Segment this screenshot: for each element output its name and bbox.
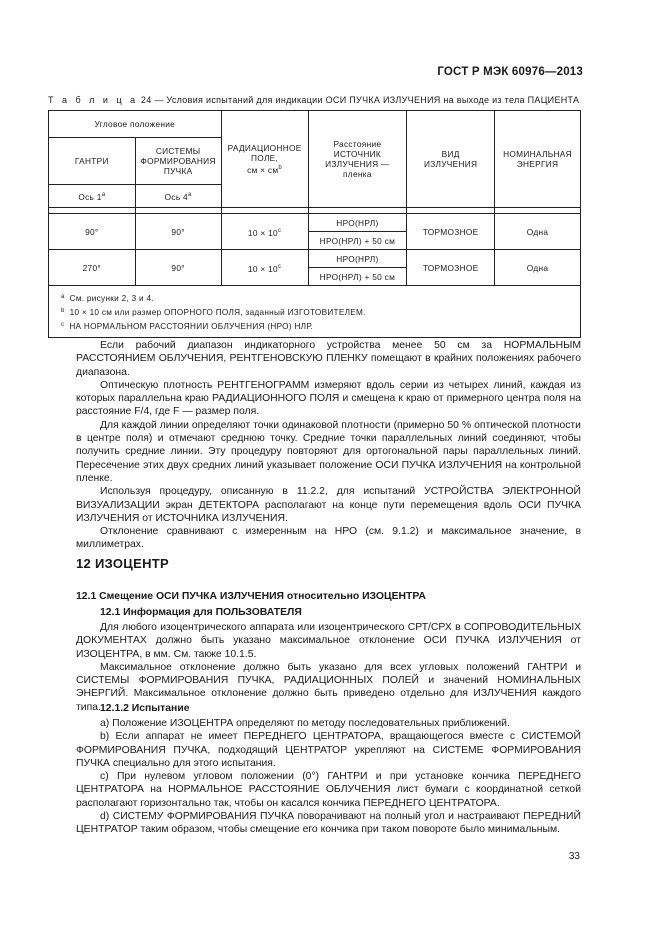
table-row xyxy=(49,250,581,268)
paragraph: Максимальное отклонение должно быть указано для всех угловых положений ГАНТРИ и СИСТЕМЫ ФОРМИРОВАНИЯ ПУЧКА, РАДИАЦИОННЫХ ПОЛЕЙ и значений НОМИНАЛЬНЫХ ЭНЕРГИЙ. Максимальное отклонение должно быть приведено отдельно для ИЗЛУЧЕНИЯ каждого типа. xyxy=(76,661,581,713)
subsection-12-1-2-title: 12.1.2 Испытание xyxy=(100,703,190,714)
table-note: $^b$ 10 × 10 см или размер ОПОРНОГО ПОЛЯ, заданный ИЗГОТОВИТЕЛЕМ. xyxy=(61,308,366,317)
cell-distance: НРО(НРЛ) xyxy=(308,214,407,232)
body-text-block-1 xyxy=(76,339,581,552)
body-text-block-3 xyxy=(76,717,581,837)
paragraph: Используя процедуру, описанную в 11.2.2, для испытаний УСТРОЙСТВА ЭЛЕКТРОННОЙ ВИЗУАЛИЗАЦИИ экран ДЕТЕКТОРА располагают на конце пути перемещения вдоль ОСИ ПУЧКА ИЗЛУЧЕНИЯ от ИСТОЧНИКА ИЗЛУЧЕНИЯ. xyxy=(76,486,581,524)
header-source-distance: Расстояние ИСТОЧНИК ИЗЛУЧЕНИЯ — пленка xyxy=(308,111,407,208)
page-number: 33 xyxy=(568,851,580,862)
subsection-12-1-title: 12.1 Смещение ОСИ ПУЧКА ИЗЛУЧЕНИЯ относительно ИЗОЦЕНТРА xyxy=(76,591,426,602)
table-note: $^c$ НА НОРМАЛЬНОМ РАССТОЯНИИ ОБЛУЧЕНИЯ (НРО) НЛР. xyxy=(61,322,314,331)
header-nominal-energy: НОМИНАЛЬНАЯ ЭНЕРГИЯ xyxy=(495,111,581,208)
paragraph: Оптическую плотность РЕНТГЕНОГРАММ измеряют вдоль серии из четырех линий, каждая из которых параллельна краю РАДИАЦИОННОГО ПОЛЯ и смещена к краю от примерного центра поля на расстояние F/4, где F — размер поля. xyxy=(76,379,581,418)
cell-field: $10 \times 10^c$ xyxy=(221,250,308,286)
document-header: ГОСТ Р МЭК 60976—2013 xyxy=(437,66,583,78)
table-note: $^a$ См. рисунки 2, 3 и 4. xyxy=(61,294,154,303)
paragraph: Если рабочий диапазон индикаторного устройства менее 50 см за НОРМАЛЬНЫМ РАССТОЯНИЕМ ОБЛУЧЕНИЯ, РЕНТГЕНОВСКУЮ ПЛЕНКУ помещают в крайних положениях рабочего диапазона. xyxy=(76,340,581,378)
table-row xyxy=(49,214,581,232)
cell-distance: НРО(НРЛ) xyxy=(308,250,407,268)
paragraph: Для каждой линии определяют точки одинаковой плотности (примерно 50 % оптической плотности в центре поля) и отмечают среднюю точку. Средние точки параллельных линий соединяют, чтобы получить средние линии. Эту процедуру повторяют для ортогональной пары параллельных линий. Пересечение этих двух средних линий указывает положение ОСИ ПУЧКА ИЗЛУЧЕНИЯ на контрольной пленке. xyxy=(76,419,581,484)
cell-type: ТОРМОЗНОЕ xyxy=(407,214,495,250)
cell-type: ТОРМОЗНОЕ xyxy=(407,250,495,286)
cell-field: $10 \times 10^c$ xyxy=(221,214,308,250)
cell-distance: НРО(НРЛ) + 50 см xyxy=(308,268,407,286)
section-title: 12 ИЗОЦЕНТР xyxy=(76,556,169,571)
cell-beam: 90° xyxy=(135,214,221,250)
cell-gantry: 270° xyxy=(49,250,136,286)
paragraph: a) Положение ИЗОЦЕНТРА определяют по методу последовательных приближений. xyxy=(100,718,510,729)
header-angle-group: Угловое положение xyxy=(49,111,222,138)
paragraph: c) При нулевом угловом положении (0°) ГАНТРИ и при установке кончика ПЕРЕДНЕГО ЦЕНТРАТОРА на НОРМАЛЬНОЕ РАССТОЯНИЕ ОБЛУЧЕНИЯ лист бумаги с координатной сеткой располагают горизонтально так, чтобы он касался кончика ПЕРЕДНЕГО ЦЕНТРАТОРА. xyxy=(76,771,581,809)
paragraph: Отклонение сравнивают с измеренным на НРО (см. 9.1.2) и максимальное значение, в миллиметрах. xyxy=(76,526,581,551)
test-conditions-table xyxy=(48,110,581,338)
cell-beam: 90° xyxy=(135,250,221,286)
header-radiation-type: ВИД ИЗЛУЧЕНИЯ xyxy=(407,111,495,208)
paragraph: Для любого изоцентрического аппарата или изоцентрического СРТ/СРХ в СОПРОВОДИТЕЛЬНЫХ ДОКУМЕНТАХ должно быть указано максимальное отклонение ОСИ ПУЧКА ИЗЛУЧЕНИЯ от ИЗОЦЕНТРА, в мм. См. также 10.1.5. xyxy=(76,622,581,660)
paragraph: b) Если аппарат не имеет ПЕРЕДНЕГО ЦЕНТРАТОРА, вращающегося вместе с СИСТЕМОЙ ФОРМИРОВАНИЯ ПУЧКА, подходящий ЦЕНТРАТОР укрепляют на СИСТЕМЕ ФОРМИРОВАНИЯ ПУЧКА специально для этого испытания. xyxy=(76,731,581,769)
table-caption-text: 24 — Условия испытаний для индикации ОСИ ПУЧКА ИЗЛУЧЕНИЯ на выходе из тела ПАЦИЕНТА xyxy=(140,95,580,105)
header-radiation-field: РАДИАЦИОННОЕ ПОЛЕ, см × $см^b$ xyxy=(221,111,308,208)
cell-energy: Одна xyxy=(495,214,581,250)
header-axis-1: Ось 1$^a$ xyxy=(49,185,136,208)
header-gantry: ГАНТРИ xyxy=(49,138,136,185)
subsection-12-1-1-title: 12.1 Информация для ПОЛЬЗОВАТЕЛЯ xyxy=(100,607,302,618)
cell-gantry: 90° xyxy=(49,214,136,250)
header-axis-4: Ось 4$^a$ xyxy=(135,185,221,208)
table-caption-label: Т а б л и ц а xyxy=(48,95,139,105)
cell-energy: Одна xyxy=(495,250,581,286)
table-caption xyxy=(48,95,579,105)
table-notes xyxy=(49,286,581,338)
paragraph: d) СИСТЕМУ ФОРМИРОВАНИЯ ПУЧКА поворачивают на полный угол и настраивают ПЕРЕДНИЙ ЦЕНТРАТОР таким образом, чтобы смещение его кончика при таком повороте было минимальным. xyxy=(76,811,581,836)
body-text-block-2 xyxy=(76,621,581,714)
cell-distance: НРО(НРЛ) + 50 см xyxy=(308,232,407,250)
header-beam-system: СИСТЕМЫ ФОРМИРОВАНИЯ ПУЧКА xyxy=(135,138,221,185)
